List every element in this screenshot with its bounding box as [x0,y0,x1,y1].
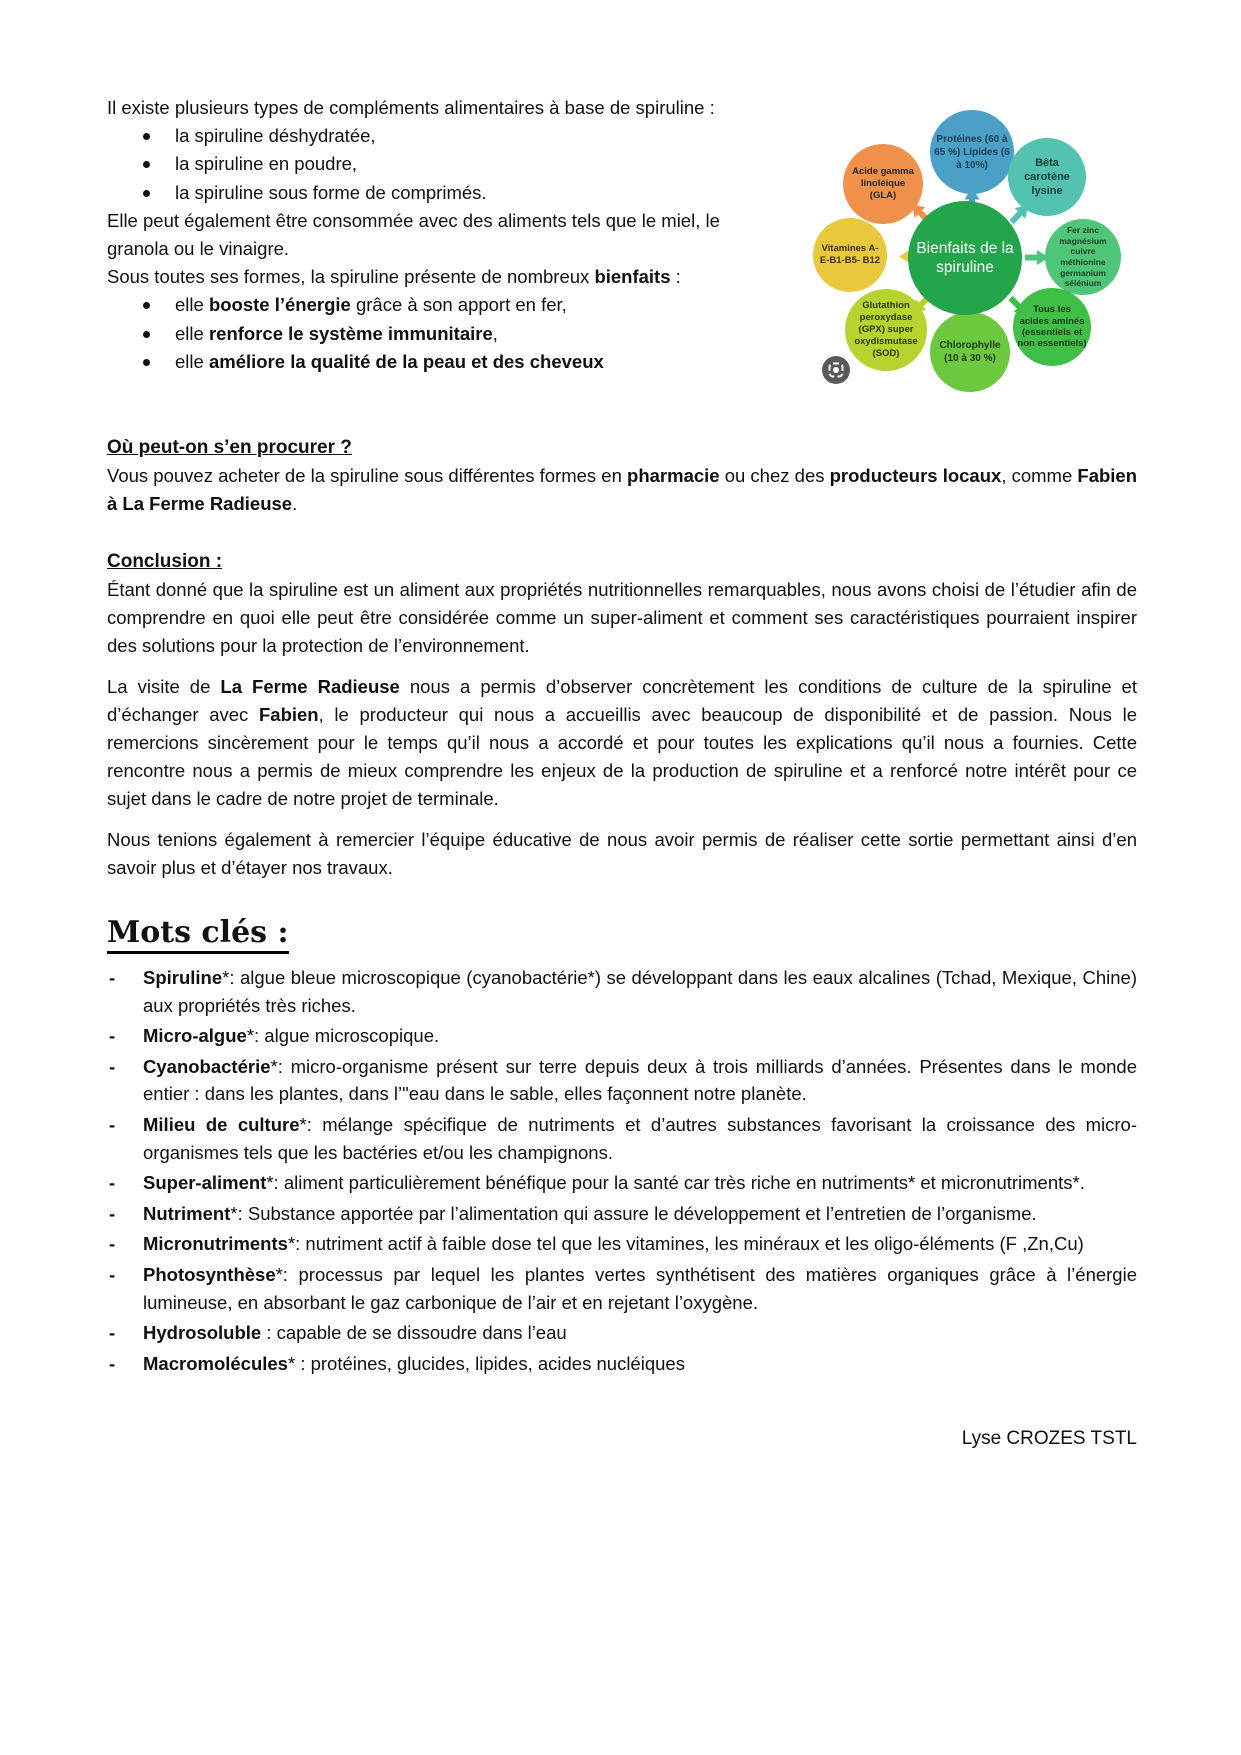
keyword-term: Photosynthèse [143,1263,276,1285]
list-item-text: elle renforce le système immunitaire, [175,322,498,344]
keywords-list [107,964,1137,1377]
list-item-text: la spiruline sous forme de comprimés. [175,181,487,203]
keyword-term: Micronutriments [143,1233,288,1255]
keyword-item [107,1261,1137,1316]
list-item [107,122,1137,150]
keyword-definition: *: processus par lequel les plantes vertes synthétisent des matières organiques grâce à l’énergie lumineuse, en absorbant le gaz carbonique de l’air et en rejetant l’oxygène. [143,1263,1137,1313]
keyword-item [107,1022,1137,1050]
list-item [107,179,1137,207]
spiruline-forms-list [107,122,1137,207]
keyword-definition: *: algue bleue microscopique (cyanobactérie*) se développant dans les eaux alcalines (Tchad, Mexique, Chine) aux propriétés très riches. [143,967,1137,1016]
keyword-definition: *: aliment particulièrement bénéfique pour la santé car très riche en nutriments* et micronutriments*. [266,1172,1085,1194]
section-heading-mots-cles: Mots clés : [107,916,289,954]
keyword-definition: *: mélange spécifique de nutriments et d’autres substances favorisant la croissance des micro-organismes tels que les bactéries et/ou les champignons. [143,1114,1137,1163]
keyword-definition: * : protéines, glucides, lipides, acides nucléiques [287,1352,685,1374]
keyword-item [107,1053,1137,1108]
keyword-term: Nutriment [143,1202,231,1224]
keyword-definition: : capable de se dissoudre dans l’eau [261,1322,567,1344]
section-heading-where: Où peut-on s’en procurer ? [107,437,352,459]
conclusion-paragraph: Nous tenions également à remercier l’équipe éducative de nous avoir permis de réaliser cette sortie permettant ainsi d’en savoir plus et d’étayer nos travaux. [107,829,1137,879]
keyword-term: Macromolécules [143,1352,288,1374]
list-item [107,150,1137,178]
intro-line: Elle peut également être consommée avec des aliments tels que le miel, le [107,209,720,231]
diagram-node-mineraux: Fer zinc magnésium cuivre méthionine germanium sélénium [1045,219,1121,295]
conclusion-paragraph: Étant donné que la spiruline est un aliment aux propriétés nutritionnelles remarquables, nous avons choisi de l’étudier afin de comprendre en quoi elle peut être considérée comme un super-aliment et comment ses caractéristiques pourraient inspirer des solutions pour la protection de l’environnement. [107,579,1137,657]
keyword-definition: *: nutriment actif à faible dose tel que les vitamines, les minéraux et les oligo-éléments (F ,Zn,Cu) [287,1233,1084,1255]
diagram-node-chlorophylle: Chlorophylle (10 à 30 %) [930,312,1010,392]
list-item [107,320,1137,348]
keyword-item [107,1169,1137,1197]
list-item-text: la spiruline déshydratée, [175,125,376,147]
list-item [107,291,1137,319]
diagram-node-proteines-lipides: Protéines (60 à 65 %) Lipides (6 à 10%) [930,110,1014,194]
keyword-term: Cyanobactérie [143,1055,271,1077]
list-item [107,348,1137,376]
intro-line: Sous toutes ses formes, la spiruline présente de nombreux bienfaits : [107,266,681,288]
author-signature: Lyse CROZES TSTL [961,1428,1137,1450]
intro-line: granola ou le vinaigre. [107,238,290,260]
keyword-definition: *: algue microscopique. [246,1025,440,1047]
diagram-node-gla: Acide gamma linoléique (GLA) [843,144,923,224]
section-heading-conclusion: Conclusion : [107,551,223,573]
keyword-item [107,1111,1137,1166]
keyword-term: Milieu de culture [143,1114,300,1135]
keyword-item [107,1230,1137,1258]
keyword-item [107,1350,1137,1378]
diagram-node-acides-amines: Tous les acides aminés (essentiels et non essentiels) [1013,288,1091,366]
keyword-item [107,964,1137,1019]
intro-line: Il existe plusieurs types de compléments alimentaires à base de spiruline : [107,97,715,118]
where-paragraph: Vous pouvez acheter de la spiruline sous différentes formes en pharmacie ou chez des producteurs locaux, comme Fabien à La Ferme Radieuse. [107,465,1138,515]
list-item-text: elle améliore la qualité de la peau et des cheveux [175,350,604,372]
keyword-definition: *: micro-organisme présent sur terre depuis deux à trois milliards d’années. Présentes dans le monde entier : dans les plantes, dans l’"eau dans le sable, elles façonnent notre planète. [143,1055,1137,1105]
diagram-node-glutathion: Glutathion peroxydase (GPX) super oxydismutase (SOD) [845,289,927,371]
list-item-text: la spiruline en poudre, [175,153,358,175]
keyword-definition: *: Substance apportée par l’alimentation qui assure le développement et l’entretien de l’organisme. [230,1202,1037,1224]
diagram-node-vitamines: Vitamines A-E-B1-B5- B12 [813,218,887,292]
list-item-text: elle booste l’énergie grâce à son apport en fer, [175,294,567,316]
keyword-term: Micro-algue [143,1025,247,1047]
keyword-item [107,1319,1137,1347]
diagram-node-beta-carotene: Bêta carotène lysine [1008,138,1086,216]
benefits-list [107,291,1137,376]
keyword-term: Spiruline [143,967,223,989]
keyword-term: Hydrosoluble [143,1322,262,1344]
keyword-item [107,1200,1137,1228]
conclusion-paragraph: La visite de La Ferme Radieuse nous a permis d’observer concrètement les conditions de culture de la spiruline et d’échanger avec Fabien, le producteur qui nous a accueillis avec beaucoup de disponibilité et de passion. Nous le remercions sincèrement pour le temps qu’il nous a accordé et pour toutes les explications qu’il nous a fournies. Cette rencontre nous a permis de mieux comprendre les enjeux de la production de spiruline et a renforcé notre intérêt pour ce sujet dans le cadre de notre projet de terminale. [107,676,1137,810]
keyword-term: Super-aliment [143,1172,267,1194]
diagram-center-label: Bienfaits de la spiruline [916,239,1014,276]
